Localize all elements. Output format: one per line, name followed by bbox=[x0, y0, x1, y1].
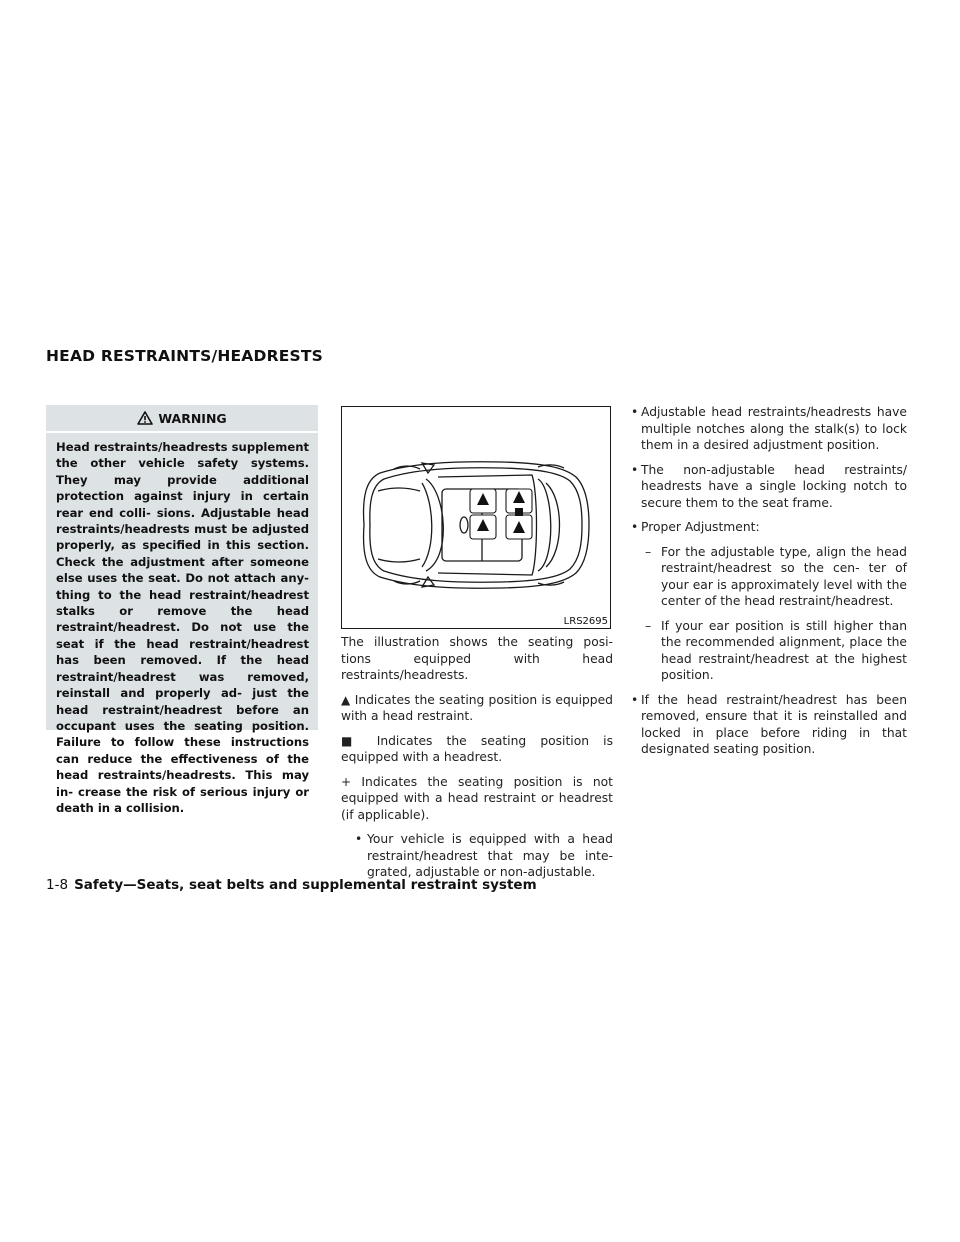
square-legend: ■ Indicates the seating position is equipped with a headrest. bbox=[341, 733, 613, 764]
warning-triangle-icon bbox=[137, 411, 153, 425]
sub-list-item: – If your ear position is still higher than the recommended alignment, place the head restraint/headrest at the highest position. bbox=[645, 618, 907, 682]
plus-legend: + Indicates the seating position is not equipped with a head restraint or headrest (if applicable). bbox=[341, 774, 613, 822]
column-right bbox=[631, 404, 907, 766]
seating-illustration bbox=[341, 406, 611, 629]
square-icon: ■ bbox=[341, 733, 363, 748]
headrest-marker-rear-center bbox=[515, 508, 523, 516]
illustration-intro: The illustration shows the seating posi- tions equipped with head restraints/headrests. bbox=[341, 635, 613, 682]
sub-list-item: – For the adjustable type, align the head restraint/headrest so the cen- ter of your ear is approximately level with the center of the head restraint/headrest. bbox=[645, 544, 907, 608]
list-item: • Proper Adjustment: bbox=[631, 520, 760, 534]
plus-icon: + bbox=[341, 774, 352, 789]
column-middle bbox=[341, 634, 613, 889]
triangle-legend: ▲ Indicates the seating position is equipped with a head restraint. bbox=[341, 692, 613, 723]
page-number: 1-8 bbox=[46, 877, 69, 893]
warning-header bbox=[46, 405, 318, 433]
section-title: HEAD RESTRAINTS/HEADRESTS bbox=[46, 347, 323, 365]
chapter-title: Safety—Seats, seat belts and supplemental restraint system bbox=[74, 877, 537, 893]
warning-text: Head restraints/headrests supplement the other vehicle safety systems. They may provide additional protection against injury in certain rear end colli- sions. Adjustable head restraints/headrests must be adjusted properly, as specified in this section. Check the adjustment after someone else uses the seat. Do not attach any- thing to the head restraint/headrest stalks or remove the head restraint/headrest. Do not use the seat if the head restraint/headrest has been removed. If the head restraint/headrest was removed, reinstall and properly ad- just the head restraint/headrest before an occupant uses the seating position. Failure to follow these instructions can reduce the effectiveness of the head restraints/headrests. This may in- crease the risk of serious injury or death in a collision. bbox=[56, 440, 309, 815]
triangle-icon: ▲ bbox=[341, 692, 351, 707]
list-item: • Adjustable head restraints/headrests have multiple notches along the stalk(s) to lock them in a desired adjustment position. bbox=[631, 405, 907, 452]
list-item: • The non-adjustable head restraints/ headrests have a single locking notch to secure them to the seat frame. bbox=[631, 462, 907, 510]
warning-title: WARNING bbox=[158, 410, 227, 426]
list-item: • Your vehicle is equipped with a head restraint/headrest that may be inte- grated, adjustable or non-adjustable. bbox=[355, 832, 613, 879]
page-footer bbox=[46, 877, 537, 893]
list-item: • If the head restraint/headrest has been removed, ensure that it is reinstalled and locked in place before riding in that designated seating position. bbox=[631, 692, 907, 756]
car-top-view-diagram bbox=[342, 407, 610, 628]
warning-box bbox=[46, 405, 318, 815]
figure-label: LRS2695 bbox=[563, 616, 608, 627]
